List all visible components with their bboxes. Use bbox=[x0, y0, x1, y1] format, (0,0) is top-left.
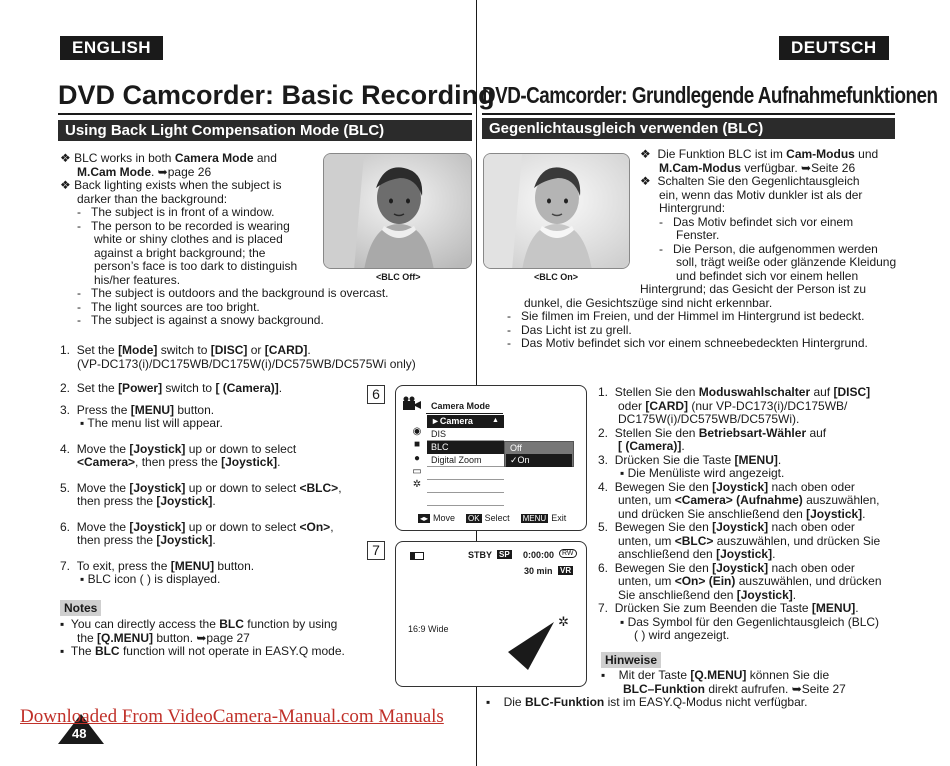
de-step-4-l1-end: nach oben oder bbox=[768, 479, 855, 494]
en-step-2-mid: switch to bbox=[162, 381, 216, 395]
page-title-german: DVD-Camcorder: Grundlegende Aufnahmefunktionen bbox=[482, 82, 938, 108]
de-step-7-pre: Drücken Sie zum Beenden die Taste bbox=[614, 601, 812, 615]
de-note-1-l1-end: können Sie die bbox=[746, 668, 830, 682]
camera-mode-icon bbox=[402, 396, 422, 412]
hint-exit: Exit bbox=[551, 513, 567, 523]
title-rule-left bbox=[58, 113, 472, 115]
en-step-5-b3: [Joystick] bbox=[156, 494, 213, 508]
title-rule-right bbox=[482, 113, 895, 115]
en-step-6-line2 bbox=[60, 534, 420, 548]
en-step-1-mid: switch to bbox=[157, 343, 211, 357]
de-step-1-b2: [DISC] bbox=[833, 385, 871, 399]
en-note-1-b1: BLC bbox=[219, 617, 244, 631]
en-step-6-b1: [Joystick] bbox=[129, 519, 186, 534]
screen-6-menu-display bbox=[395, 385, 587, 531]
de-step-4-b2: <Camera> (Aufnahme) bbox=[674, 493, 803, 507]
en-note-1-line2 bbox=[60, 632, 390, 646]
de-note-1: ▪ Mit der Taste [Q.MENU] können Sie die bbox=[601, 668, 830, 682]
en-step-1-b3: [CARD] bbox=[264, 343, 308, 357]
de-dash-1-l1: Das Motiv befindet sich vor einem bbox=[673, 214, 854, 229]
en-bullet-1-line2 bbox=[60, 166, 322, 180]
de-dash-4-text: Das Licht ist zu grell. bbox=[521, 322, 632, 337]
menu-item-digital-zoom[interactable]: Digital Zoom bbox=[427, 454, 504, 467]
en-dash-1: - The subject is in front of a window. bbox=[77, 205, 275, 219]
en-dash-2-l3: against a bright background; the bbox=[94, 245, 266, 260]
de-step-5-line3 bbox=[598, 548, 898, 562]
en-step-6: 6. Move the [Joystick] up or down to select <On>, bbox=[60, 519, 334, 534]
de-b1-bold1: Cam-Modus bbox=[786, 147, 855, 161]
pointer-arrow bbox=[508, 622, 558, 675]
de-step-5-line2 bbox=[598, 535, 898, 549]
de-step-4-l2-pre: unten, um bbox=[618, 493, 675, 507]
en-dash-list-bottom bbox=[77, 287, 477, 328]
en-step-1-b2: [DISC] bbox=[210, 343, 248, 357]
en-step-7-pre: To exit, press the bbox=[76, 558, 171, 573]
en-step-3: 3. Press the [MENU] button. bbox=[60, 402, 215, 417]
de-step-3-sub: ▪ Die Menüliste wird angezeigt. bbox=[620, 466, 785, 480]
de-step-3-sub-text: Die Menüliste wird angezeigt. bbox=[627, 466, 785, 480]
de-note-2: ▪ Die BLC-Funktion ist im EASY.Q-Modus nicht verfügbar. bbox=[486, 695, 808, 709]
de-step-4-b3: [Joystick] bbox=[806, 506, 863, 521]
scroll-up-icon: ▲ bbox=[492, 417, 499, 424]
en-step-1-models: (VP-DC173(i)/DC175WB/DC175W(i)/DC575WB/DC575Wi only) bbox=[77, 356, 416, 371]
en-b1-text: BLC works in both bbox=[74, 151, 175, 165]
de-dash-2-l5: dunkel, die Gesichtszüge sind nicht erkennbar. bbox=[524, 296, 773, 310]
en-step-6-b2: <On> bbox=[299, 519, 331, 534]
de-note-1-b2: BLC–Funktion bbox=[623, 681, 705, 696]
en-dash-3: - The subject is outdoors and the background is overcast. bbox=[77, 286, 389, 300]
en-step-4-end: . bbox=[277, 455, 281, 469]
disc-rw-badge: RW bbox=[559, 549, 577, 558]
lang-tab-deutsch: DEUTSCH bbox=[779, 36, 889, 60]
de-note-1-b1: [Q.MENU] bbox=[690, 668, 747, 682]
en-step-5-mid: up or down to select bbox=[185, 480, 300, 495]
de-step-6-b3: [Joystick] bbox=[736, 587, 793, 602]
en-step-7-end: button. bbox=[214, 558, 255, 573]
de-step-1-l2-end: (nur VP-DC173(i)/DC175WB/ bbox=[688, 398, 848, 413]
de-step-7: 7. Drücken Sie zum Beenden die Taste [MENU]. bbox=[598, 601, 859, 615]
de-step-3-b: [MENU] bbox=[734, 452, 778, 467]
en-dash-2-l1: The person to be recorded is wearing bbox=[91, 218, 290, 233]
de-step-6-line3 bbox=[598, 589, 898, 603]
quality-sp-badge: SP bbox=[499, 550, 510, 559]
en-step-4-b3: [Joystick] bbox=[221, 455, 278, 469]
en-note-1-l2-pre: the bbox=[77, 630, 98, 645]
en-step-4-b1: [Joystick] bbox=[129, 441, 186, 456]
de-step-4-pre: Bewegen Sie den bbox=[614, 479, 713, 494]
en-step-5: 5. Move the [Joystick] up or down to select <BLC>, bbox=[60, 480, 342, 495]
screen-7-number: 7 bbox=[367, 541, 385, 560]
de-step-2-b1: Betriebsart-Wähler bbox=[698, 425, 807, 440]
en-b2-l1: Back lighting exists when the subject is bbox=[74, 178, 282, 192]
hint-menu-key: MENU bbox=[522, 513, 547, 523]
hint-move: Move bbox=[433, 513, 456, 523]
en-step-7: 7. To exit, press the [MENU] button. bbox=[60, 558, 255, 573]
de-step-2-b2: [ (Camera)] bbox=[618, 439, 682, 453]
de-step-6-pre: Bewegen Sie den bbox=[614, 560, 713, 575]
en-step-2-end: . bbox=[278, 381, 283, 395]
disc-icon: ● bbox=[413, 452, 421, 464]
de-dash-1-l2: Fenster. bbox=[676, 228, 720, 242]
en-step-2-b2: [ (Camera)] bbox=[215, 381, 279, 395]
de-b2-l1: Schalten Sie den Gegenlichtausgleich bbox=[657, 174, 860, 188]
en-dash-2: - The person to be recorded is wearing bbox=[77, 218, 290, 233]
en-step-3-sub-text: The menu list will appear. bbox=[87, 416, 223, 430]
en-dash-2-l2: white or shiny clothes and is placed bbox=[94, 232, 283, 246]
hint-ok-key: OK bbox=[468, 513, 480, 523]
caption-blc-on: <BLC On> bbox=[534, 272, 579, 282]
en-note-1-l2-end: button. ➥page 27 bbox=[153, 630, 250, 645]
en-step-2-pre: Set the bbox=[76, 381, 119, 395]
de-step-6-line2 bbox=[598, 575, 898, 589]
menu-hint-bar bbox=[418, 513, 566, 523]
camera-icon: ■ bbox=[413, 439, 421, 451]
de-notes bbox=[601, 669, 897, 696]
de-step-5-b1: [Joystick] bbox=[712, 520, 769, 534]
en-step-3-end: button. bbox=[174, 402, 215, 417]
de-b1-bold2: M.Cam-Modus bbox=[659, 160, 741, 175]
en-bullet-2: ❖ Back lighting exists when the subject is bbox=[60, 178, 282, 192]
en-step-1-end: . bbox=[307, 343, 311, 357]
de-dash-5-text: Das Motiv befindet sich vor einem schneebedeckten Hintergrund. bbox=[521, 336, 868, 350]
en-note-1-l1-end: function by using bbox=[243, 617, 338, 631]
de-step-7-b: [MENU] bbox=[811, 601, 856, 615]
en-step-1-pre: Set the bbox=[76, 343, 119, 357]
de-step-6-b2: <On> (Ein) bbox=[674, 574, 736, 588]
de-step-5-l1-end: nach oben oder bbox=[768, 520, 855, 534]
joystick-move-icon: ◂▸ bbox=[420, 513, 429, 523]
en-b1-ref: . ➥page 26 bbox=[151, 164, 212, 179]
section-heading-english: Using Back Light Compensation Mode (BLC) bbox=[58, 120, 472, 141]
en-notes-label: Notes bbox=[60, 600, 101, 616]
en-step-3-b: [MENU] bbox=[130, 402, 175, 417]
de-dash-1: - Das Motiv befindet sich vor einem bbox=[659, 214, 854, 229]
de-b1-l1-end: und bbox=[854, 147, 879, 161]
menu-empty-row-1 bbox=[427, 479, 504, 480]
menu-item-camera[interactable]: ►Camera bbox=[427, 415, 504, 428]
de-step-7-end: . bbox=[855, 601, 859, 615]
de-b1-l2-end: verfügbar. ➥Seite 26 bbox=[741, 160, 856, 175]
option-on[interactable]: ✓On bbox=[506, 454, 572, 467]
de-step-4-line3 bbox=[598, 508, 898, 522]
en-step-2-b1: [Power] bbox=[118, 381, 163, 395]
de-note-1-l2-end: direkt aufrufen. ➥Seite 27 bbox=[705, 681, 846, 696]
en-step-4-line2 bbox=[60, 456, 420, 470]
de-step-4-end: . bbox=[862, 506, 866, 521]
de-step-5-l3-pre: anschließend den bbox=[618, 547, 717, 561]
menu-title: Camera Mode bbox=[431, 401, 491, 411]
en-dash-5: - The subject is against a snowy background. bbox=[77, 313, 324, 327]
en-step-4-mid: , then press the bbox=[135, 455, 222, 469]
de-step-3-end: . bbox=[777, 452, 782, 467]
de-b1-pre: Die Funktion BLC ist im bbox=[657, 147, 787, 161]
en-b2-l2: darker than the background: bbox=[77, 191, 228, 206]
en-step-7-sub: ▪ BLC icon ( ) is displayed. bbox=[80, 572, 221, 586]
lang-tab-english: ENGLISH bbox=[60, 36, 163, 60]
en-step-2: 2. Set the [Power] switch to [ (Camera)]. bbox=[60, 381, 283, 395]
de-bullet-2: ❖ Schalten Sie den Gegenlichtausgleich bbox=[640, 174, 860, 188]
de-step-1-b1: Moduswahlschalter bbox=[698, 385, 811, 399]
de-step-3: 3. Drücken Sie die Taste [MENU]. bbox=[598, 452, 782, 467]
de-intro-bullets bbox=[640, 148, 898, 256]
footer-download-link[interactable]: Downloaded From VideoCamera-Manual.com Manuals bbox=[20, 706, 444, 727]
remaining-time: 30 min bbox=[524, 566, 553, 576]
menu-icon-column bbox=[410, 426, 424, 490]
en-note-2-end: function will not operate in EASY.Q mode. bbox=[119, 644, 345, 658]
tv-icon: ▭ bbox=[412, 465, 422, 477]
en-step-6-b3: [Joystick] bbox=[156, 533, 213, 547]
page-title-english: DVD Camcorder: Basic Recording bbox=[58, 80, 495, 110]
de-step-1-l3: DC175W(i)/DC575WB/DC575Wi). bbox=[618, 412, 800, 426]
status-stby: STBY bbox=[468, 550, 493, 560]
de-step-3-pre: Drücken Sie die Taste bbox=[614, 452, 735, 467]
de-step-5-end: . bbox=[772, 547, 776, 561]
en-step-4: 4. Move the [Joystick] up or down to select bbox=[60, 441, 297, 456]
caption-blc-off: <BLC Off> bbox=[376, 272, 421, 282]
de-step-1-pre: Stellen Sie den bbox=[614, 385, 699, 399]
en-step-6-l1-end: , bbox=[330, 519, 334, 534]
de-steps bbox=[598, 386, 898, 643]
en-step-5-l1-end: , bbox=[338, 480, 342, 495]
en-b1-bold2: M.Cam Mode bbox=[77, 164, 152, 179]
page-number: 48 bbox=[72, 726, 87, 741]
settings-icon: ✲ bbox=[412, 479, 422, 490]
battery-icon bbox=[410, 552, 424, 560]
de-dash-list-bottom bbox=[507, 310, 897, 351]
de-step-5: 5. Bewegen Sie den [Joystick] nach oben oder bbox=[598, 520, 855, 534]
en-step-5-end: . bbox=[212, 494, 216, 508]
de-step-2-l1-end: auf bbox=[806, 425, 827, 440]
de-step-6-b1: [Joystick] bbox=[712, 560, 769, 575]
menu-item-dis[interactable]: DIS bbox=[427, 428, 504, 441]
photo-blc-on bbox=[483, 153, 630, 269]
en-dash-5-text: The subject is against a snowy background. bbox=[91, 313, 324, 327]
en-note-1-pre: You can directly access the bbox=[70, 617, 220, 631]
blc-icon: ✲ bbox=[558, 614, 569, 629]
de-step-5-b2: <BLC> bbox=[674, 533, 714, 548]
en-dash-4-text: The light sources are too bright. bbox=[91, 299, 260, 314]
de-step-2-line2 bbox=[598, 440, 898, 454]
en-note-1-b2: [Q.MENU] bbox=[97, 630, 154, 645]
en-step-6-pre: Move the bbox=[76, 519, 130, 534]
en-step-6-l2-pre: then press the bbox=[77, 533, 157, 547]
de-step-6-l3-pre: Sie anschließend den bbox=[618, 587, 737, 602]
de-step-1-mid: auf bbox=[810, 385, 834, 399]
de-dash-2: - Die Person, die aufgenommen werden bbox=[659, 241, 878, 256]
en-step-7-sub-text: BLC icon ( ) is displayed. bbox=[87, 572, 221, 586]
menu-empty-row-2 bbox=[427, 492, 504, 493]
en-step-1: 1. Set the [Mode] switch to [DISC] or [CARD]. bbox=[60, 343, 311, 357]
en-step-5-b2: <BLC> bbox=[299, 480, 339, 495]
de-dash-2-l2: soll, trägt weiße oder glänzende Kleidung bbox=[676, 255, 897, 269]
de-note-1-line2 bbox=[601, 683, 897, 697]
de-step-2-end: . bbox=[681, 439, 685, 453]
de-step-6-l1-end: nach oben oder bbox=[768, 560, 855, 575]
aspect-label: 16:9 Wide bbox=[408, 624, 449, 634]
screen-6-number: 6 bbox=[367, 385, 385, 404]
en-note-1: ▪ You can directly access the BLC function by using bbox=[60, 617, 338, 631]
de-step-7-sub-l2: ( ) wird angezeigt. bbox=[634, 628, 730, 642]
en-step-1-b1: [Mode] bbox=[118, 343, 158, 357]
photo-blc-off bbox=[323, 153, 472, 269]
de-step-6-end: . bbox=[792, 587, 797, 602]
de-b2-l3: Hintergrund: bbox=[659, 201, 726, 215]
de-step-7-sub-l1: Das Symbol für den Gegenlichtausgleich (BLC) bbox=[627, 614, 880, 629]
option-off[interactable]: Off bbox=[510, 443, 522, 453]
en-step-6-mid: up or down to select bbox=[185, 519, 300, 534]
de-step-4-b1: [Joystick] bbox=[712, 479, 769, 494]
en-step-1-or: or bbox=[247, 343, 265, 357]
en-step-6-end: . bbox=[212, 533, 216, 547]
de-note-2-pre: Die bbox=[503, 695, 525, 709]
de-step-4: 4. Bewegen Sie den [Joystick] nach oben oder bbox=[598, 479, 855, 494]
de-step-5-pre: Bewegen Sie den bbox=[614, 520, 713, 534]
en-dash-2-l4: person’s face is too dark to distinguish bbox=[94, 259, 298, 273]
en-step-4-pre: Move the bbox=[76, 441, 130, 456]
de-dash-3-text: Sie filmen im Freien, und der Himmel im Hintergrund ist bedeckt. bbox=[521, 309, 865, 323]
section-heading-german: Gegenlichtausgleich verwenden (BLC) bbox=[482, 118, 895, 139]
de-step-5-l2-pre: unten, um bbox=[618, 533, 675, 548]
de-step-5-l2-end: auszuwählen, und drücken Sie bbox=[713, 533, 881, 548]
en-dash-3-text: The subject is outdoors and the background is overcast. bbox=[91, 286, 389, 300]
en-step-4-b2: <Camera> bbox=[77, 455, 136, 469]
de-step-1-line2 bbox=[598, 400, 898, 414]
timecode: 0:00:00 bbox=[523, 550, 555, 560]
menu-title-rule bbox=[426, 413, 503, 414]
en-bullet-1: ❖ BLC works in both Camera Mode and bbox=[60, 151, 277, 165]
en-b1-bold1: Camera Mode bbox=[174, 151, 254, 165]
de-step-1-l2-pre: oder bbox=[618, 398, 646, 413]
de-step-1-b3: [CARD] bbox=[645, 398, 689, 413]
vr-badge: VR bbox=[560, 566, 572, 575]
de-step-2: 2. Stellen Sie den Betriebsart-Wähler auf bbox=[598, 425, 827, 440]
record-icon: ◉ bbox=[412, 426, 422, 437]
en-b1-mid: and bbox=[253, 151, 277, 165]
hint-select: Select bbox=[484, 513, 510, 523]
en-note-2-pre: The bbox=[70, 644, 95, 658]
en-step-7-b: [MENU] bbox=[170, 558, 215, 573]
de-step-4-l2-end: auszuwählen, bbox=[802, 493, 880, 507]
de-step-6-l2-pre: unten, um bbox=[618, 574, 675, 588]
en-step-3-sub: ▪ The menu list will appear. bbox=[80, 416, 223, 430]
de-step-4-l3-pre: und drücken Sie anschließend den bbox=[618, 506, 807, 521]
en-step-5-pre: Move the bbox=[76, 480, 130, 495]
de-dash-2-l1: Die Person, die aufgenommen werden bbox=[673, 241, 878, 256]
de-bullet-1-line2 bbox=[640, 162, 898, 176]
en-step-4-l1-end: up or down to select bbox=[185, 441, 297, 456]
de-dash-3: - Sie filmen im Freien, und der Himmel im Hintergrund ist bedeckt. bbox=[507, 309, 865, 323]
de-step-1: 1. Stellen Sie den Moduswahlschalter auf [DISC] bbox=[598, 385, 871, 399]
de-bullet-1: ❖ Die Funktion BLC ist im Cam-Modus und bbox=[640, 147, 879, 161]
en-steps bbox=[60, 344, 420, 587]
de-b2-l2: ein, wenn das Motiv dunkler ist als der bbox=[659, 187, 863, 202]
de-notes-label: Hinweise bbox=[601, 652, 661, 668]
en-step-5-b1: [Joystick] bbox=[129, 480, 186, 495]
en-intro-bullets bbox=[60, 152, 322, 287]
menu-empty-row-3 bbox=[427, 505, 504, 506]
screen-7-standby-display bbox=[395, 541, 587, 687]
de-step-7-sub: ▪ Das Symbol für den Gegenlichtausgleich (BLC) bbox=[620, 614, 880, 629]
de-step-2-pre: Stellen Sie den bbox=[614, 425, 699, 440]
en-note-2: ▪ The BLC function will not operate in EASY.Q mode. bbox=[60, 644, 345, 658]
en-step-3-pre: Press the bbox=[76, 402, 131, 417]
de-note-1-pre: Mit der Taste bbox=[618, 668, 691, 682]
en-step-5-line2 bbox=[60, 495, 420, 509]
en-dash-2-l5: his/her features. bbox=[94, 272, 181, 287]
de-note-2-end: ist im EASY.Q-Modus nicht verfügbar. bbox=[604, 695, 808, 709]
en-notes bbox=[60, 618, 390, 659]
de-dash-2-l4: Hintergrund; das Gesicht der Person ist zu bbox=[640, 282, 867, 296]
de-dash-2-cont bbox=[676, 256, 896, 283]
de-step-5-b3: [Joystick] bbox=[716, 547, 773, 561]
de-step-6-l2-end: auszuwählen, und drücken bbox=[735, 574, 882, 588]
en-step-5-l2-pre: then press the bbox=[77, 494, 157, 508]
de-step-6: 6. Bewegen Sie den [Joystick] nach oben oder bbox=[598, 560, 855, 575]
de-step-4-line2 bbox=[598, 494, 898, 508]
menu-item-blc[interactable]: BLC bbox=[427, 441, 504, 454]
de-dash-5: - Das Motiv befindet sich vor einem schneebedeckten Hintergrund. bbox=[507, 336, 868, 350]
en-note-2-b: BLC bbox=[94, 644, 120, 658]
de-note-2-b: BLC-Funktion bbox=[524, 695, 605, 709]
de-dash-2-l3: und befindet sich vor einem hellen bbox=[676, 268, 859, 283]
en-dash-1-text: The subject is in front of a window. bbox=[91, 205, 275, 219]
en-dash-4: - The light sources are too bright. bbox=[77, 299, 260, 314]
de-dash-4: - Das Licht ist zu grell. bbox=[507, 322, 632, 337]
